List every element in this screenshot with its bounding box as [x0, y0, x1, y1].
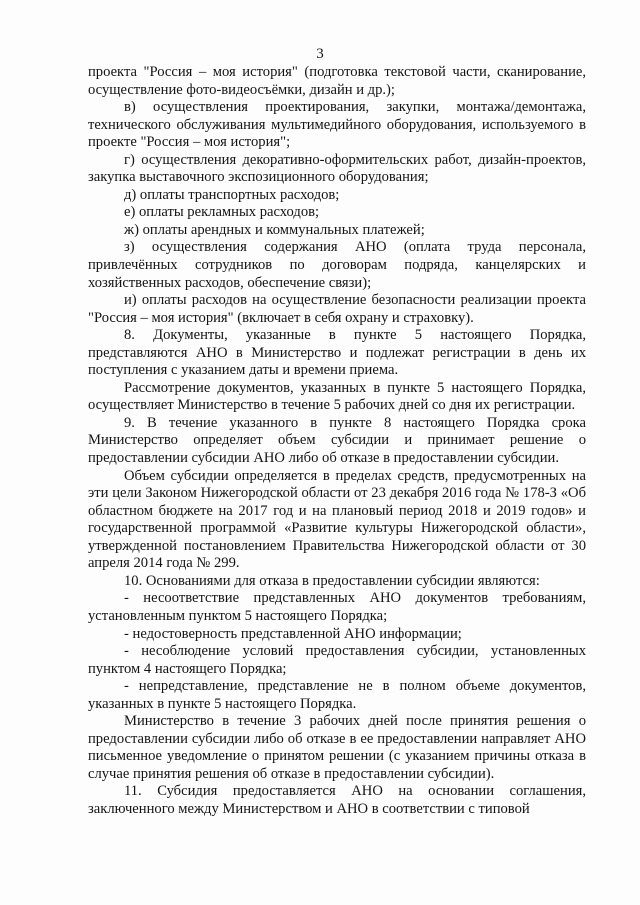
paragraph: з) осуществления содержания АНО (оплата труда персонала, привлечённых сотрудников по договорам подряда, канцелярских и хозяйственных расходов, обеспечение связи);: [88, 239, 586, 291]
paragraph: 11. Субсидия предоставляется АНО на основании соглашения, заключенного между Министерством и АНО в соответствии с типовой: [88, 783, 586, 817]
paragraph: 9. В течение указанного в пункте 8 настоящего Порядка срока Министерство определяет объем субсидии и принимает решение о предоставлении субсидии АНО либо об отказе в предоставлении субсидии.: [88, 414, 586, 467]
paragraph: проекта "Россия – моя история" (подготовка текстовой части, сканирование, осуществление фото-видеосъёмки, дизайн и др.);: [88, 64, 586, 98]
paragraph: 10. Основаниями для отказа в предоставлении субсидии являются:: [124, 572, 540, 589]
paragraph: 8. Документы, указанные в пункте 5 настоящего Порядка, представляются АНО в Министерство и подлежат регистрации в день их поступления с указанием даты и времени приема.: [88, 327, 586, 379]
paragraph: в) осуществления проектирования, закупки, монтажа/демонтажа, технического обслуживания мультимедийного оборудования, используемого в проекте "Россия – моя история";: [88, 99, 586, 151]
paragraph: - недостоверность представленной АНО информации;: [124, 625, 462, 642]
paragraph: и) оплаты расходов на осуществление безопасности реализации проекта "Россия – моя история" (включает в себя охрану и страховку).: [88, 292, 586, 326]
page-number: 3: [316, 46, 324, 62]
paragraph: Министерство в течение 3 рабочих дней после принятия решения о предоставлении субсидии либо об отказе в ее предоставлении направляет АНО письменное уведомление о принятом решении (с указанием причины отказа в случае принятия решения об отказе в предоставлении субсидии).: [88, 713, 586, 782]
paragraph: - несоблюдение условий предоставления субсидии, установленных пунктом 4 настоящего Порядка;: [88, 643, 586, 677]
paragraph: д) оплаты транспортных расходов;: [124, 186, 340, 203]
paragraph: ж) оплаты арендных и коммунальных платежей;: [124, 221, 425, 238]
paragraph: г) осуществления декоративно-оформительских работ, дизайн-проектов, закупка выставочного экспозиционного оборудования;: [88, 151, 586, 186]
paragraph: - непредставление, представление не в полном объеме документов, указанных в пункте 5 настоящего Порядка.: [88, 678, 586, 712]
paragraph: - несоответствие представленных АНО документов требованиям, установленным пунктом 5 настоящего Порядка;: [88, 590, 586, 624]
paragraph: Объем субсидии определяется в пределах средств, предусмотренных на эти цели Законом Нижегородской области от 23 декабря 2016 года № 178-З «Об областном бюджете на 2017 год и на плановый период 2018 и 2019 годов» и государственной программой «Развитие культуры Нижегородской области», утвержденной постановлением Правительства Нижегородской области от 30 апреля 2014 года № 299.: [88, 467, 586, 572]
paragraph: Рассмотрение документов, указанных в пункте 5 настоящего Порядка, осуществляет Министерство в течение 5 рабочих дней со дня их регистрации.: [88, 379, 586, 414]
paragraph: е) оплаты рекламных расходов;: [124, 204, 320, 221]
document-body: [88, 64, 586, 819]
